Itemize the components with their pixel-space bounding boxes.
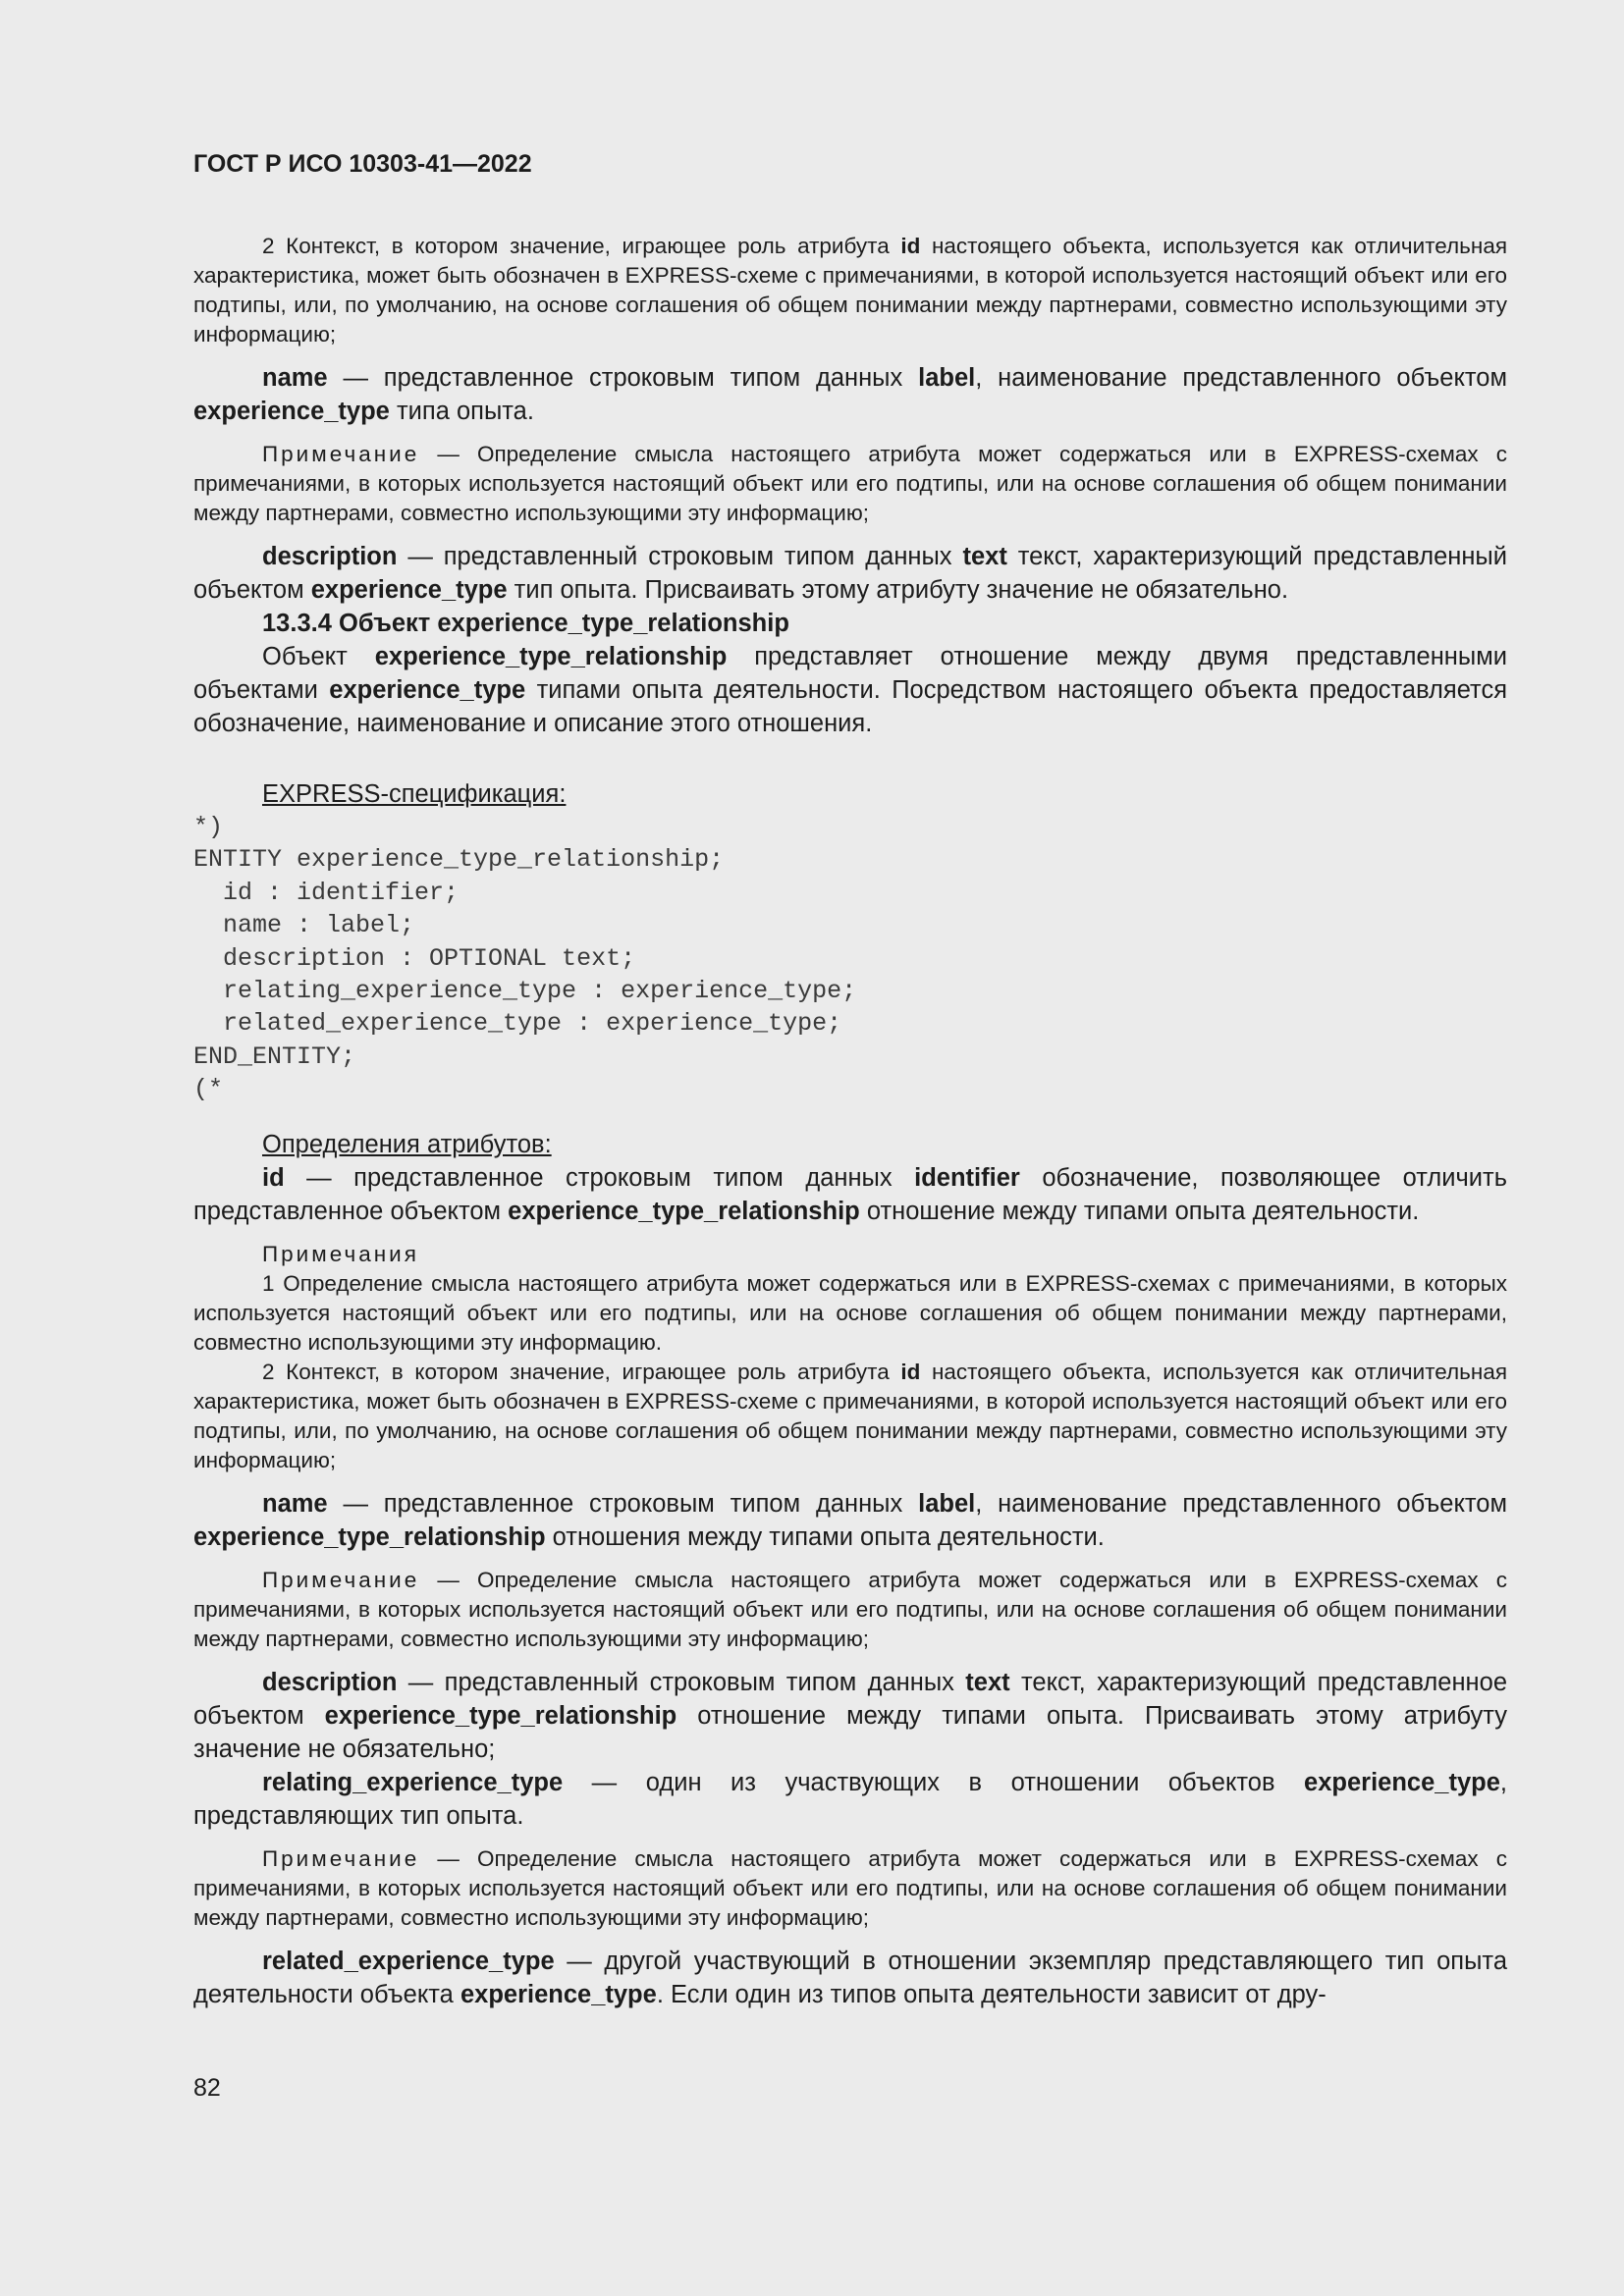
document-header: ГОСТ Р ИСО 10303-41—2022 bbox=[193, 150, 532, 178]
note-paragraph: 2 Контекст, в котором значение, играющее роль атрибута id настоящего объекта, используется как отличительная характеристика, может быть обозначен в EXPRESS-схеме с примечаниями, в которой используется настоящий объект или его подтипы, или, по умолчанию, на основе соглашения об общем понимании между партнерами, совместно использующими эту информацию; bbox=[193, 234, 1508, 347]
note-paragraph: Примечание — Определение смысла настоящего атрибута может содержаться или в EXPRESS-схемах с примечаниями, в которых используется настоящий объект или его подтипы, или на основе соглашения об общем понимании между партнерами, совместно использующими эту информацию; bbox=[193, 1567, 1507, 1651]
note-paragraph: 2 Контекст, в котором значение, играющее роль атрибута id настоящего объекта, используется как отличительная характеристика, может быть обозначен в EXPRESS-схеме с примечаниями, в которой используется настоящий объект или его подтипы, или, по умолчанию, на основе соглашения об общем понимании между партнерами, совместно использующими эту информацию; bbox=[193, 1359, 1508, 1472]
body-paragraph: related_experience_type — другой участвующий в отношении экземпляр представляющего тип опыта деятельности объекта experience_type. Если один из типов опыта деятельности зависит от дру- bbox=[193, 1947, 1507, 2008]
body-paragraph: description — представленный строковым типом данных text текст, характеризующий представленный объектом experience_type тип опыта. Присваивать этому атрибуту значение не обязательно. bbox=[193, 543, 1507, 604]
note-paragraph: Примечание — Определение смысла настоящего атрибута может содержаться или в EXPRESS-схемах с примечаниями, в которых используется настоящий объект или его подтипы, или на основе соглашения об общем понимании между партнерами, совместно использующими эту информацию; bbox=[193, 442, 1507, 525]
spacer bbox=[193, 1654, 1507, 1666]
subsection-label: Определения атрибутов: bbox=[262, 1130, 552, 1158]
spacer bbox=[193, 1106, 1507, 1128]
express-code-block: *) ENTITY experience_type_relationship; id : identifier; name : label; description : OPTIONAL text; relating_experience_type : experience_type; related_experience_type : experience_type; END_ENTITY; (* bbox=[193, 813, 857, 1104]
spacer bbox=[193, 528, 1507, 540]
document-body bbox=[193, 232, 1507, 2011]
body-paragraph: description — представленный строковым типом данных text текст, характеризующий представленное объектом experience_type_relationship отношение между типами опыта. Присваивать этому атрибуту значение не обязательно; bbox=[193, 1668, 1508, 1763]
document-page bbox=[193, 147, 1507, 2011]
note-paragraph: Примечания bbox=[262, 1241, 419, 1266]
spacer bbox=[193, 349, 1507, 361]
subsection-label: EXPRESS-спецификация: bbox=[262, 780, 567, 808]
body-paragraph: Объект experience_type_relationship представляет отношение между двумя представленными объектами experience_type типами опыта деятельности. Посредством настоящего объекта предоставляется обозначение, наименование и описание этого отношения. bbox=[193, 643, 1508, 737]
spacer bbox=[193, 740, 1507, 777]
spacer bbox=[193, 1475, 1507, 1487]
spacer bbox=[193, 428, 1507, 440]
body-paragraph: name — представленное строковым типом данных label, наименование представленного объектом experience_type типа опыта. bbox=[193, 364, 1507, 425]
spacer bbox=[193, 1933, 1507, 1945]
body-paragraph: relating_experience_type — один из участвующих в отношении объектов experience_type, представляющих тип опыта. bbox=[193, 1768, 1507, 1830]
spacer bbox=[193, 1833, 1507, 1844]
body-paragraph: name — представленное строковым типом данных label, наименование представленного объектом experience_type_relationship отношения между типами опыта деятельности. bbox=[193, 1489, 1507, 1551]
section-heading: 13.3.4 Объект experience_type_relationship bbox=[262, 610, 789, 637]
spacer bbox=[193, 1228, 1507, 1240]
body-paragraph: id — представленное строковым типом данных identifier обозначение, позволяющее отличить представленное объектом experience_type_relationship отношение между типами опыта деятельности. bbox=[193, 1163, 1507, 1225]
page-number: 82 bbox=[193, 2074, 221, 2102]
note-paragraph: 1 Определение смысла настоящего атрибута может содержаться или в EXPRESS-схемах с примечаниями, в которых используется настоящий объект или его подтипы, или на основе соглашения об общем понимании между партнерами, совместно использующими эту информацию. bbox=[193, 1270, 1507, 1355]
note-paragraph: Примечание — Определение смысла настоящего атрибута может содержаться или в EXPRESS-схемах с примечаниями, в которых используется настоящий объект или его подтипы, или на основе соглашения об общем понимании между партнерами, совместно использующими эту информацию; bbox=[193, 1845, 1507, 1930]
spacer bbox=[193, 1554, 1507, 1566]
